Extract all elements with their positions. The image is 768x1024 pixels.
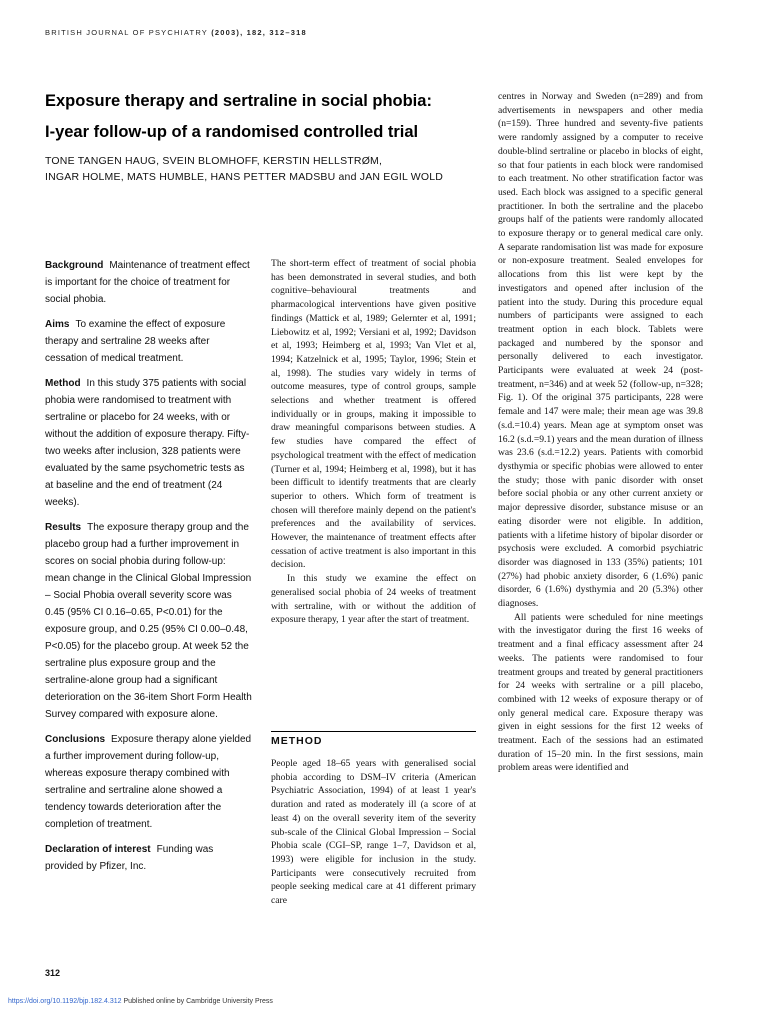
abstract-method: [45, 375, 253, 511]
article-title-line-1: Exposure therapy and sertraline in social phobia:: [45, 92, 432, 110]
method-column: [271, 757, 476, 908]
method-text: In this study 375 patients with social phobia were randomised to treatment with sertraline or placebo for 24 weeks, with or without the addition of exposure therapy. Fifty-two weeks after inclusion, 328 patients were evaluated by the same psychometric tests as at baseline and the end of treatment (24 weeks).: [45, 378, 250, 508]
right-paragraph-1: centres in Norway and Sweden (n=289) and from advertisements in newspapers and other media (n=159). Three hundred and seventy-five patients were randomly assigned by a computer to receive double-blind sertraline or placebo in blocks of eight, so that four patients in each block were randomised to each treatment. No other stratification factor was used. Each block was assigned to a specific general practitioner. In both the sertraline and the placebo groups half of the patients were randomly allocated to exposure therapy or to general medical care only. A separate randomisation list was made for exposure or non-exposure treatment. Sealed envelopes for allocations from this list were kept by the investigators and opened after inclusion of the patient into the study. During this procedure equal numbers of participants were assigned to each treatment option in each block. Tablets were packaged and numbered by the sponsor and personally delivered to each investigator. Participants were evaluated at week 24 (post-treatment, n=346) and at week 52 (follow-up, n=328; Fig. 1). Of the original 375 participants, 228 were female and 147 were male; their mean age was 39.8 (s.d.=10.4) years. Mean age at symptom onset was 16.2 (s.d.=9.1) years and the mean duration of illness was 23.6 (s.d.=12.2) years. Patients with comorbid dysthymia or specific phobias were allowed to enter the study; those with panic disorder with onset before social phobia or any other current anxiety or major depressive disorder, substance misuse or an eating disorder were not eligible. In addition, patients with a lifetime history of bipolar disorder or psychosis were excluded. A comorbid psychiatric disorder was diagnosed in 133 (35%) patients; 101 (27%) had phobic anxiety disorder, 6 (1.6%) panic disorder, 6 (1.6%) dysthymia and 20 (5.3%) other diagnoses.: [498, 91, 703, 610]
footer: [8, 998, 273, 1005]
abstract-interest: [45, 841, 253, 875]
method-heading: Method: [45, 378, 81, 389]
author-list: [45, 153, 485, 185]
page-number: 312: [45, 968, 61, 978]
abstract-conclusions: [45, 731, 253, 833]
method-section-heading: METHOD: [271, 731, 476, 747]
intro-paragraph-1: The short-term effect of treatment of social phobia has been demonstrated in several studies, and both cognitive–behavioural treatments and pharmacological interventions have given positive findings (Mattick et al, 1989; Gelernter et al, 1991; Liebowitz et al, 1992; Versiani et al, 1992; Davidson et al, 1993; Heimberg et al, 1993; Van Vlet et al, 1994; Katzelnick et al, 1995; Taylor, 1996; Stein et al, 1998). The studies vary widely in terms of outcome measures, type of control groups, sample selections and whether treatment is offered individually or in groups, making it impossible to draw meaningful comparisons between studies. A few studies have compared the effect of psychological treatment with the effect of medication (Turner et al, 1994; Heimberg et al, 1998), but it has been difficult to identify treatments that are clearly superior to others. Which form of treatment is chosen will therefore mainly depend on the patient's preferences and the availability of services. However, the maintenance of treatment effects after cessation of active treatment is also important in this decision.: [271, 258, 476, 571]
conclusions-text: Exposure therapy alone yielded a further improvement during follow-up, whereas exposure therapy combined with sertraline and sertraline alone showed a tendency towards deterioration after the completion of treatment.: [45, 734, 252, 830]
interest-heading: Declaration of interest: [45, 844, 151, 855]
interest-text: Funding was provided by Pfizer, Inc.: [45, 844, 214, 872]
authors-line-1: TONE TANGEN HAUG, SVEIN BLOMHOFF, KERSTIN HELLSTRØM,: [45, 155, 383, 167]
aims-heading: Aims: [45, 319, 70, 330]
abstract-background: [45, 257, 253, 308]
background-text: Maintenance of treatment effect is important for the choice of treatment for social phobia.: [45, 260, 250, 305]
intro-column: [271, 257, 476, 627]
results-text: The exposure therapy group and the placebo group had a further improvement in scores on social phobia during follow-up: mean change in the Clinical Global Impression – Social Phobia overall severity score was 0.45 (95% CI 0.16–0.65, P<0.01) for the exposure group, and 0.25 (95% CI 0.00–0.48, P<0.05) for the placebo group. At week 52 the sertraline plus exposure group and the sertraline-alone group had a significant deterioration on the 36-item Short Form Health Survey compared with exposure alone.: [45, 522, 252, 720]
method-paragraph-1: People aged 18–65 years with generalised social phobia according to DSM–IV criteria (American Psychiatric Association, 1994) of at least 1 year's duration and rated as moderately ill (a score of at least 4) on the overall severity item of the severity sub-scale of the Clinical Global Impression – Social Phobia scale (CGI–SP, range 1–7, Davidson et al, 1993) were eligible for inclusion in the study. Participants were consecutively recruited from people seeking medical care at 41 different primary care: [271, 758, 476, 907]
abstract-results: [45, 519, 253, 723]
abstract-aims: [45, 316, 253, 367]
right-paragraph-2: All patients were scheduled for nine meetings with the investigator during the first 16 weeks of treatment and a final efficacy assessment after 24 weeks. The patients were randomised to four treatment groups and treated by general practitioners for 24 weeks with sertraline or a pill placebo, combined with 12 weeks of exposure therapy or of only general medical care. Exposure therapy was given in eight sessions for the first 12 weeks of treatment. Each of the sessions had an estimated duration of 15–20 min. In the first sessions, main problem areas were identified and: [498, 611, 703, 774]
background-heading: Background: [45, 260, 104, 271]
journal-citation: (2003), 182, 312–318: [211, 28, 307, 37]
conclusions-heading: Conclusions: [45, 734, 106, 745]
published-note: Published online by Cambridge University Press: [123, 998, 273, 1005]
doi-link[interactable]: https://doi.org/10.1192/bjp.182.4.312: [8, 998, 122, 1005]
journal-name: BRITISH JOURNAL OF PSYCHIATRY: [45, 28, 208, 37]
results-heading: Results: [45, 522, 82, 533]
running-head: [45, 28, 307, 37]
intro-paragraph-2: In this study we examine the effect on generalised social phobia of 24 weeks of treatment with sertraline, with or without the addition of exposure therapy, 1 year after the start of treatment.: [271, 573, 476, 626]
right-column: [498, 90, 703, 775]
abstract: [45, 257, 253, 883]
article-title-line-2: I-year follow-up of a randomised controlled trial: [45, 123, 419, 141]
aims-text: To examine the effect of exposure therapy and sertraline 28 weeks after cessation of medical treatment.: [45, 319, 226, 364]
authors-line-2: INGAR HOLME, MATS HUMBLE, HANS PETTER MADSBU and JAN EGIL WOLD: [45, 171, 444, 183]
